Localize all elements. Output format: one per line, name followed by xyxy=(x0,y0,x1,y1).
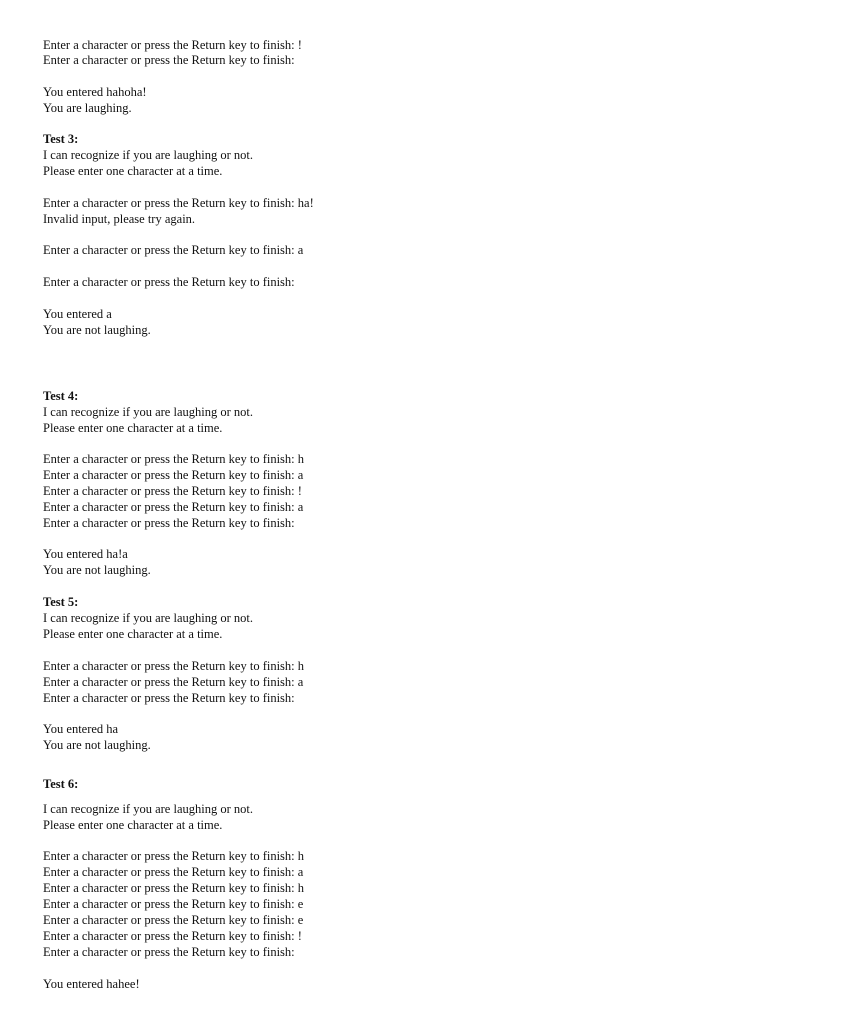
verdict-line: You are not laughing. xyxy=(43,738,151,752)
prompt-line: Enter a character or press the Return key to finish: xyxy=(43,945,295,959)
prompt-line: Enter a character or press the Return key to finish: h xyxy=(43,659,305,673)
intro-line: I can recognize if you are laughing or not. xyxy=(43,148,253,162)
prompt-line: Enter a character or press the Return key to finish: a xyxy=(43,468,304,482)
test-4-heading: Test 4: xyxy=(43,389,79,403)
intro-line: Please enter one character at a time. xyxy=(43,421,223,435)
test-3-heading: Test 3: xyxy=(43,132,79,146)
prompt-line: Enter a character or press the Return key to finish: a xyxy=(43,500,304,514)
prompt-line: Enter a character or press the Return key to finish: h xyxy=(43,452,305,466)
prompt-line: Enter a character or press the Return key to finish: a xyxy=(43,865,304,879)
prompt-line: Enter a character or press the Return key to finish: xyxy=(43,516,295,530)
intro-line: Please enter one character at a time. xyxy=(43,627,223,641)
prompt-line: Enter a character or press the Return key to finish: e xyxy=(43,897,304,911)
result-line: You entered hahoha! xyxy=(43,85,147,99)
test-5-heading: Test 5: xyxy=(43,595,79,609)
intro-line: Please enter one character at a time. xyxy=(43,164,223,178)
prompt-line: Enter a character or press the Return key to finish: h xyxy=(43,849,305,863)
prompt-line: Enter a character or press the Return key to finish: a xyxy=(43,675,304,689)
intro-line: Please enter one character at a time. xyxy=(43,818,223,832)
verdict-line: You are not laughing. xyxy=(43,563,151,577)
prompt-line: Enter a character or press the Return key to finish: ha! xyxy=(43,196,314,210)
prompt-line: Enter a character or press the Return key to finish: a xyxy=(43,243,304,257)
prompt-line: Enter a character or press the Return key to finish: xyxy=(43,275,295,289)
result-line: You entered a xyxy=(43,307,112,321)
verdict-line: You are laughing. xyxy=(43,101,132,115)
prompt-line: Enter a character or press the Return key to finish: ! xyxy=(43,484,302,498)
result-line: You entered ha!a xyxy=(43,547,128,561)
error-line: Invalid input, please try again. xyxy=(43,212,196,226)
verdict-line: You are not laughing. xyxy=(43,323,151,337)
intro-line: I can recognize if you are laughing or not. xyxy=(43,802,253,816)
prompt-line: Enter a character or press the Return key to finish: ! xyxy=(43,38,302,52)
intro-line: I can recognize if you are laughing or not. xyxy=(43,405,253,419)
prompt-line: Enter a character or press the Return key to finish: xyxy=(43,53,295,67)
prompt-line: Enter a character or press the Return key to finish: xyxy=(43,691,295,705)
prompt-line: Enter a character or press the Return key to finish: ! xyxy=(43,929,302,943)
intro-line: I can recognize if you are laughing or not. xyxy=(43,611,253,625)
test-6-heading: Test 6: xyxy=(43,777,79,791)
prompt-line: Enter a character or press the Return key to finish: h xyxy=(43,881,305,895)
prompt-line: Enter a character or press the Return key to finish: e xyxy=(43,913,304,927)
result-line: You entered ha xyxy=(43,722,119,736)
result-line: You entered hahee! xyxy=(43,977,140,991)
